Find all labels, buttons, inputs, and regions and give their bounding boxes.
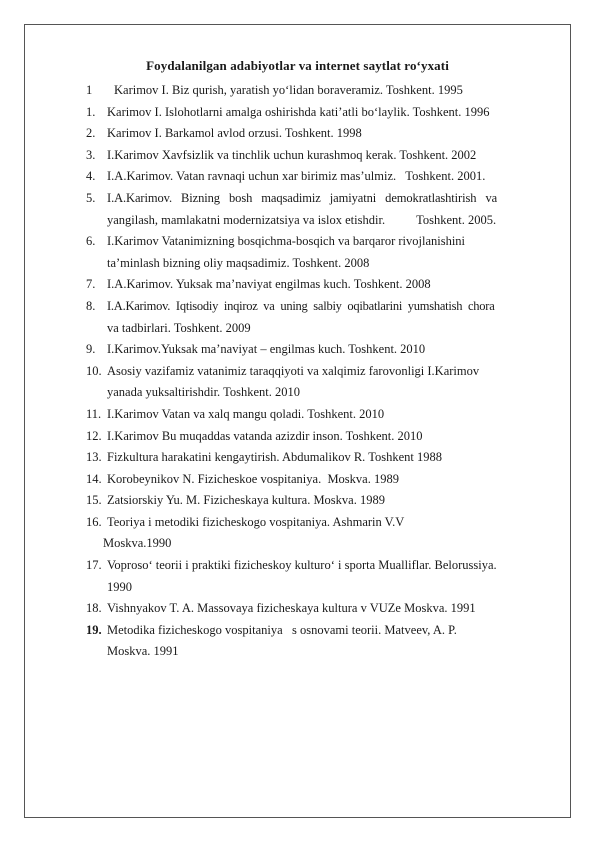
list-item [86, 188, 548, 231]
item-number: 9. [86, 342, 96, 357]
list-item [86, 145, 548, 167]
item-text: Vishnyakov T. A. Massovaya fizicheskaya kultura v VUZe Moskva. 1991 [107, 601, 476, 616]
item-text-line: yangilash, mamlakatni modernizatsiya va islox etishdir. Toshkent. 2005. [107, 212, 497, 227]
item-number: 6. [86, 234, 96, 249]
list-item [86, 274, 548, 296]
item-number: 7. [86, 277, 96, 292]
item-number: 17. [86, 558, 102, 573]
item-number: 3. [86, 147, 96, 162]
list-item [86, 296, 548, 339]
item-text: Korobeynikov N. Fizicheskoe vospitaniya. Moskva. 1989 [107, 471, 399, 486]
list-item [86, 231, 548, 274]
item-number: 10. [86, 363, 102, 378]
item-text: I.Karimov Bu muqaddas vatanda azizdir inson. Toshkent. 2010 [107, 428, 423, 443]
item-number: 16. [86, 514, 102, 529]
item-number: 18. [86, 601, 102, 616]
item-number: 15. [86, 493, 102, 508]
item-number: 14. [86, 471, 102, 486]
item-text-line: yanada yuksaltirishdir. Toshkent. 2010 [107, 385, 300, 400]
item-text: Fizkultura harakatini kengaytirish. Abdumalikov R. Toshkent 1988 [107, 450, 442, 465]
item-text-line: Asosiy vazifamiz vatanimiz taraqqiyoti va xalqimiz farovonligi I.Karimov [107, 363, 480, 378]
item-text-line: Teoriya i metodiki fizicheskogo vospitaniya. Ashmarin V.V [107, 514, 405, 529]
item-text: I.Karimov Xavfsizlik va tinchlik uchun kurashmoq kerak. Toshkent. 2002 [107, 147, 477, 162]
item-text-line: Voproso‘ teorii i praktiki fizicheskoy kulturo‘ i sporta Mualliflar. Belorussiya. [107, 558, 497, 573]
list-item [86, 404, 548, 426]
item-text-line: ta’minlash bizning oliy maqsadimiz. Toshkent. 2008 [107, 255, 370, 270]
item-text: I.A.Karimov. Vatan ravnaqi uchun xar birimiz mas’ulmiz. Toshkent. 2001. [107, 169, 486, 184]
item-number: 19. [86, 622, 102, 637]
list-item [86, 102, 548, 124]
item-number: 11. [86, 406, 102, 421]
item-text-line: va tadbirlari. Toshkent. 2009 [107, 320, 251, 335]
list-item [86, 620, 548, 663]
item-text: I.Karimov.Yuksak ma’naviyat – engilmas kuch. Toshkent. 2010 [107, 342, 426, 357]
item-number: 1. [86, 104, 96, 119]
item-text-line: Metodika fizicheskogo vospitaniya s osnovami teorii. Matveev, A. P. [107, 622, 457, 637]
item-text: Zatsiorskiy Yu. M. Fizicheskaya kultura. Moskva. 1989 [107, 493, 385, 508]
list-item [86, 447, 548, 469]
item-text: Karimov I. Islohotlarni amalga oshirishda kati’atli bo‘laylik. Toshkent. 1996 [107, 104, 490, 119]
page-title: Foydalanilgan adabiyotlar va internet saytlat ro‘yxati [146, 58, 449, 73]
list-item [86, 490, 548, 512]
item-text-line: I.A.Karimov. Bizning bosh maqsadimiz jamiyatni demokratlashtirish va [107, 190, 498, 205]
item-text-line: I.A.Karimov. Iqtisodiy inqiroz va uning salbiy oqibatlarini yumshatish chora [107, 298, 495, 313]
list-item [86, 166, 548, 188]
reference-list [86, 80, 548, 663]
item-number: 2. [86, 126, 96, 141]
item-text: I.Karimov Vatan va xalq mangu qoladi. Toshkent. 2010 [107, 406, 385, 421]
list-item [86, 80, 548, 102]
item-number: 13. [86, 450, 102, 465]
list-item [86, 339, 548, 361]
item-text: Karimov I. Biz qurish, yaratish yo‘lidan boraveramiz. Toshkent. 1995 [114, 83, 463, 97]
item-text-line: I.Karimov Vatanimizning bosqichma-bosqich va barqaror rivojlanishini [107, 234, 466, 249]
list-item [86, 469, 548, 491]
list-item [86, 555, 548, 598]
item-number: 1 [86, 83, 93, 97]
item-number: 4. [86, 169, 96, 184]
item-text-line: 1990 [107, 579, 132, 594]
list-item [86, 123, 548, 145]
list-item [86, 598, 548, 620]
item-text-line: Moskva. 1991 [107, 644, 179, 659]
item-number: 12. [86, 428, 102, 443]
item-text-line: Moskva.1990 [103, 536, 172, 551]
list-item [86, 512, 548, 555]
item-number: 5. [86, 190, 96, 205]
item-text: I.A.Karimov. Yuksak ma’naviyat engilmas kuch. Toshkent. 2008 [107, 277, 431, 292]
list-item [86, 426, 548, 448]
list-item [86, 361, 548, 404]
item-text: Karimov I. Barkamol avlod orzusi. Toshkent. 1998 [107, 126, 362, 141]
item-number: 8. [86, 298, 96, 313]
